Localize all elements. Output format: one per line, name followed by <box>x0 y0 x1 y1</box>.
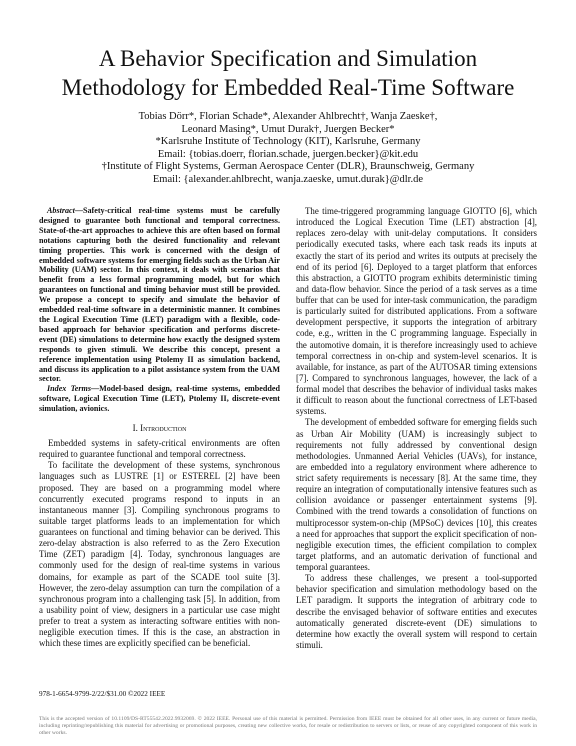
abstract-label: Abstract <box>47 206 75 215</box>
body-paragraph: The development of embedded software for emerging fields such as Urban Air Mobility (UAM) is increasingly subject to requirements not fully addressed by conventional design methodologies. Unmanned Aerial Vehicles (UAVs), for instance, are embedded into a regulatory environment where adherence to strict safety requirements is necessary [8]. At the same time, they require an integration of computationally intensive features such as collision avoidance or passenger entertainment systems [9]. Combined with the trend towards a consolidation of functions on multiprocessor system-on-chip (MPSoC) devices [10], this creates a need for approaches that support the explicit specification of non-negligible execution times, the efficient compilation to complex target platforms, and an automatic derivation of functional and temporal guarantees. <box>296 417 537 572</box>
left-column <box>39 206 280 649</box>
paper-title <box>40 44 536 102</box>
email-kit: Email: {tobias.doerr, florian.schade, juergen.becker}@kit.edu <box>157 148 419 160</box>
title-line-2: Methodology for Embedded Real-Time Software <box>61 75 515 100</box>
index-terms-text: —Model-based design, real-time systems, embedded software, Logical Execution Time (LET), Ptolemy II, discrete-event simulation, avionics. <box>39 384 280 414</box>
body-paragraph: The time-triggered programming language GIOTTO [6], which introduced the Logical Execution Time (LET) abstraction [4], replaces zero-delay with unit-delay computations. It considers periodically executed tasks, where each task reads its inputs at exactly the start of its period and writes its outputs at precisely the end of its period [6]. Deployed to a target platform that enforces this abstraction, a GIOTTO program exhibits deterministic timing and data-flow behavior. Since the period of a task serves as a time buffer that can be used for inter-task communication, the paradigm is particularly suited for distributed applications. From a software development perspective, it supports the integration of arbitrary code, e.g., written in the C programming language. Especially in the automotive domain, it is therefore increasingly used to achieve temporal correctness in on-chip and system-level scenarios. It is available, for instance, as part of the AUTOSAR timing extensions [7]. Compared to synchronous languages, however, the lack of a formal model that describes the behavior of individual tasks makes it difficult to reason about the functional correctness of LET-based systems. <box>296 206 537 417</box>
affiliation-dlr: †Institute of Flight Systems, German Aerospace Center (DLR), Braunschweig, Germany <box>101 161 475 173</box>
author-names-line-1: Tobias Dörr*, Florian Schade*, Alexander Ahlbrecht†, Wanja Zaeske†, <box>138 111 438 122</box>
intro-paragraph: Embedded systems in safety-critical environments are often required to guarantee functional and temporal correctness. <box>39 438 280 460</box>
copyright-notice: This is the accepted version of 10.1109/DS-RT55542.2022.9932069. © 2022 IEEE. Personal use of this material is permitted. Permission from IEEE must be obtained for all other uses, in any current or future media, including reprinting/republishing this material for advertising or promotional purposes, creating new collective works, for resale or redistribution to servers or lists, or reuse of any copyrighted component of this work in other works. <box>39 716 537 737</box>
author-block <box>40 111 536 187</box>
index-terms <box>39 384 280 414</box>
isbn-footer: 978-1-6654-9799-2/22/$31.00 ©2022 IEEE <box>39 690 166 698</box>
title-line-1: A Behavior Specification and Simulation <box>98 46 478 71</box>
right-column <box>296 206 537 651</box>
intro-paragraph: To facilitate the development of these systems, synchronous languages such as LUSTRE [1] or ESTEREL [2] have been proposed. They are based on a programming model where concurrently executed programs respond to inputs in an instantaneous manner [3]. Compiling synchronous programs to suitable target platforms leads to an implementation for which guarantees on functional and timing behavior can be derived. This zero-delay abstraction is also referred to as the Zero Execution Time (ZET) paradigm [4]. Today, synchronous languages are commonly used for the design of real-time systems in various domains, for example as part of the SCADE tool suite [3]. However, the zero-delay assumption can turn the compilation of a synchronous program into a challenging task [5]. In addition, from a usability point of view, designers in a particular use case might prefer to treat a system as interacting software entities with non-negligible execution times. If this is the case, an abstraction in which these times are explicitly specified can be beneficial. <box>39 460 280 649</box>
affiliation-kit: *Karlsruhe Institute of Technology (KIT), Karlsruhe, Germany <box>155 136 421 148</box>
index-terms-label: Index Terms <box>47 384 91 394</box>
abstract-text: —Safety-critical real-time systems must be carefully designed to guarantee both functional and temporal correctness. State-of-the-art approaches to achieve this are often based on formal notations capturing both the desired functionality and relevant timing properties. This work is concerned with the design of embedded software systems for emerging fields such as the Urban Air Mobility (UAM) sector. In this context, it deals with scenarios that benefit from a less formal programming model, but for which guarantees on functional and timing behavior must still be provided. We propose a concept to specify and simulate the behavior of embedded real-time software in a deterministic manner. It combines the Logical Execution Time (LET) paradigm with a flexible, code-based approach for behavior specification and performs discrete-event (DE) simulations to determine how exactly the designed system responds to given stimuli. We describe this concept, present a reference implementation using Ptolemy II as simulation backend, and discuss its application to a pilot assistance system from the UAM sector. <box>39 206 280 384</box>
section-heading-introduction: I. Introduction <box>132 423 187 434</box>
author-names-line-2: Leonard Masing*, Umut Durak†, Juergen Becker* <box>181 123 395 135</box>
body-paragraph: To address these challenges, we present a tool-supported behavior specification and simulation methodology based on the LET paradigm. It supports the integration of arbitrary code to describe the envisaged behavior of software entities and executes automatically generated discrete-event (DE) simulations to determine how exactly the overall system will respond to certain stimuli. <box>296 573 537 650</box>
abstract <box>39 206 280 384</box>
email-dlr: Email: {alexander.ahlbrecht, wanja.zaeske, umut.durak}@dlr.de <box>152 173 424 185</box>
